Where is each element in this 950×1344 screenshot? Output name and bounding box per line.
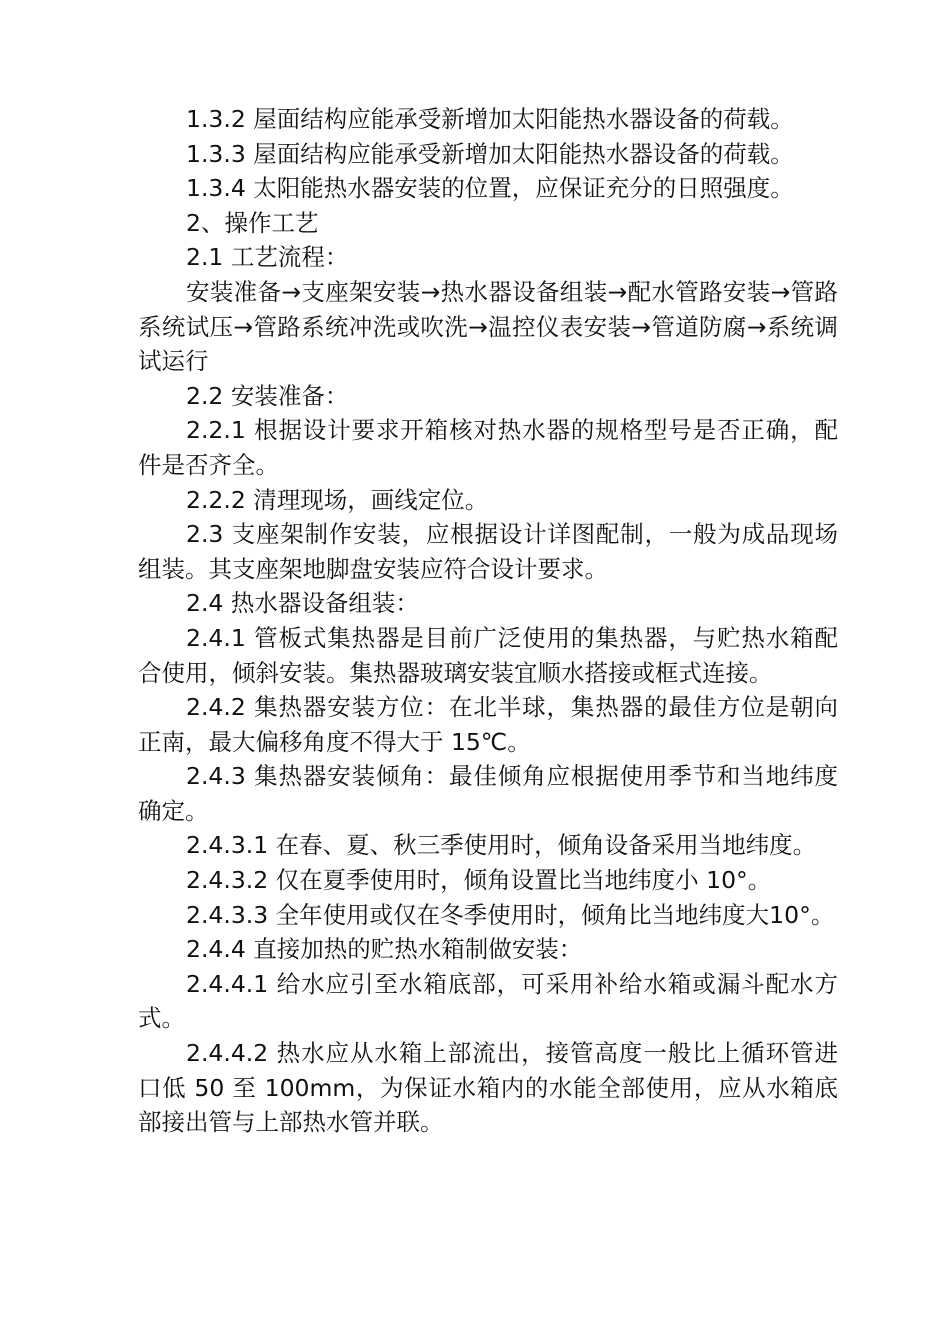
paragraph-2-4-4-2: 2.4.4.2 热水应从水箱上部流出，接管高度一般比上循环管进口低 50 至 100mm，为保证水箱内的水能全部使用，应从水箱底部接出管与上部热水管并联。 [138, 1039, 838, 1137]
paragraph-1-3-3: 1.3.3 屋面结构应能承受新增加太阳能热水器设备的荷载。 [186, 139, 794, 168]
paragraph-2-4-1: 2.4.1 管板式集热器是目前广泛使用的集热器，与贮热水箱配合使用，倾斜安装。集热器玻璃安装宜顺水搭接或框式连接。 [138, 623, 838, 687]
paragraph-2-4-3-1: 2.4.3.1 在春、夏、秋三季使用时，倾角设备采用当地纬度。 [186, 831, 817, 860]
paragraph-2-4-3-3: 2.4.3.3 全年使用或仅在冬季使用时，倾角比当地纬度大10°。 [186, 900, 835, 929]
subheading-2-1: 2.1 工艺流程： [186, 243, 349, 272]
paragraph-2-4-3-2: 2.4.3.2 仅在夏季使用时，倾角设置比当地纬度小 10°。 [186, 866, 772, 895]
paragraph-2-2-1: 2.2.1 根据设计要求开箱核对热水器的规格型号是否正确，配件是否齐全。 [138, 416, 838, 479]
paragraph-2-2-2: 2.2.2 清理现场，画线定位。 [186, 485, 489, 514]
paragraph-2-4-4-1: 2.4.4.1 给水应引至水箱底部，可采用补给水箱或漏斗配水方式。 [138, 969, 838, 1033]
paragraph-1-3-4: 1.3.4 太阳能热水器安装的位置，应保证充分的日照强度。 [186, 174, 794, 203]
paragraph-2-4-4: 2.4.4 直接加热的贮热水箱制做安装： [186, 935, 583, 964]
paragraph-2-3: 2.3 支座架制作安装，应根据设计详图配制，一般为成品现场组装。其支座架地脚盘安装应符合设计要求。 [138, 520, 838, 583]
paragraph-2-4-3: 2.4.3 集热器安装倾角：最佳倾角应根据使用季节和当地纬度确定。 [138, 762, 838, 825]
section-heading-2: 2、操作工艺 [186, 208, 319, 237]
paragraph-1-3-2: 1.3.2 屋面结构应能承受新增加太阳能热水器设备的荷载。 [186, 105, 794, 133]
document-page [138, 102, 838, 1140]
subheading-2-2: 2.2 安装准备： [186, 381, 349, 410]
subheading-2-4: 2.4 热水器设备组装： [186, 589, 419, 618]
paragraph-2-4-2: 2.4.2 集热器安装方位：在北半球，集热器的最佳方位是朝向正南，最大偏移角度不得大于 15℃。 [138, 693, 838, 756]
process-flow-paragraph: 安装准备→支座架安装→热水器设备组装→配水管路安装→管路系统试压→管路系统冲洗或吹洗→温控仪表安装→管道防腐→系统调试运行 [138, 277, 838, 376]
